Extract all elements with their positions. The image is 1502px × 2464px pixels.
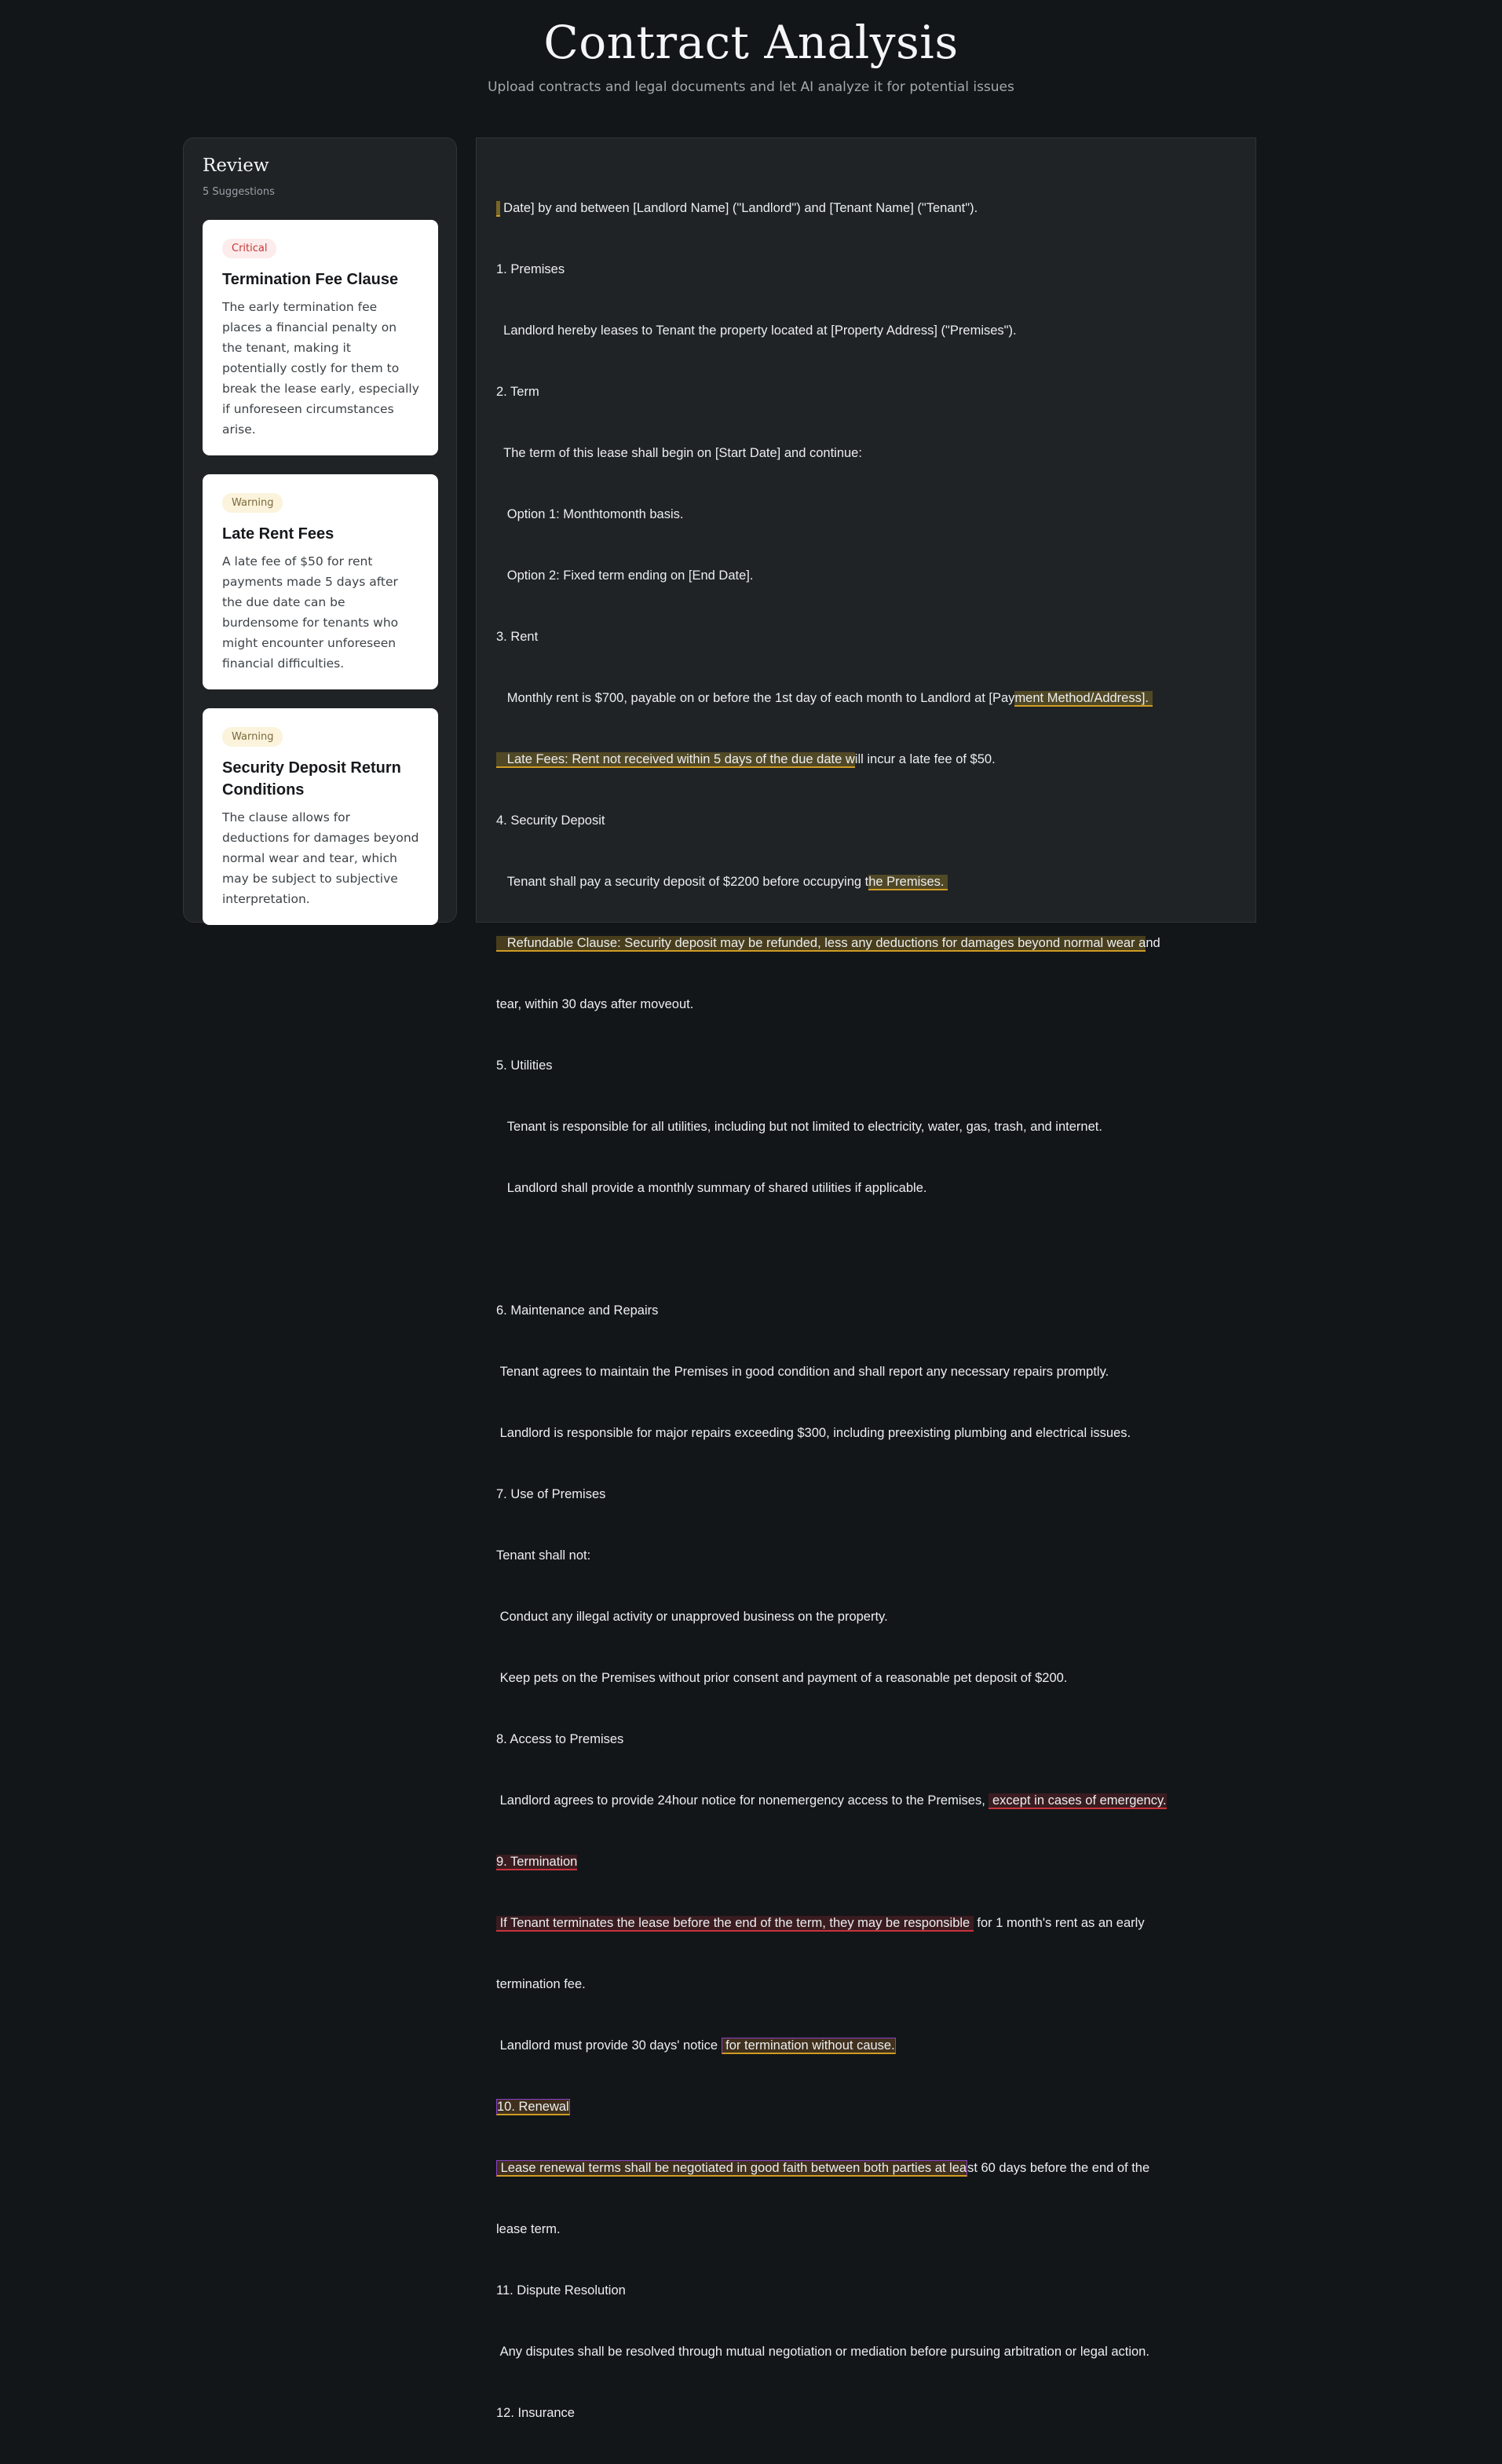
section-heading: 11. Dispute Resolution: [496, 2283, 626, 2298]
doc-line: Landlord is responsible for major repairs exceeding $300, including preexisting plumbing and electrical issues.: [496, 1426, 1131, 1440]
suggestion-body: The clause allows for deductions for damages beyond normal wear and tear, which may be subject to subjective interpretation.: [222, 810, 419, 906]
doc-text-span: Monthly rent is $700, payable on or before the 1st day of each month to Landlord at [Pay: [496, 691, 1015, 705]
page-title: Contract Analysis: [543, 16, 959, 69]
suggestion-card-security-deposit[interactable]: [203, 708, 438, 925]
doc-line: [496, 1913, 1234, 1933]
highlight-critical[interactable]: If Tenant terminates the lease before the end of the term, they may be responsible: [496, 1916, 974, 1930]
doc-line: [496, 933, 1234, 953]
highlight-warning[interactable]: ment Method/Address].: [1014, 691, 1153, 705]
suggestion-title: Late Rent Fees: [222, 525, 334, 543]
highlight-warning[interactable]: Refundable Clause: Security deposit may be refunded, less any deductions for damages beyond normal wear a: [496, 936, 1146, 950]
severity-badge: Warning: [222, 727, 283, 747]
suggestion-count: 5 Suggestions: [203, 186, 275, 198]
suggestion-body: A late fee of $50 for rent payments made 5 days after the due date can be burdensome for tenants who might encounter unforeseen financial difficulties.: [222, 554, 399, 671]
doc-line: [496, 2158, 1234, 2178]
suggestion-title: Termination Fee Clause: [222, 271, 399, 288]
doc-line: [496, 872, 1234, 892]
doc-line: Landlord hereby leases to Tenant the property located at [Property Address] ("Premises").: [496, 324, 1017, 338]
section-heading: 8. Access to Premises: [496, 1732, 624, 1746]
section-heading: 4. Security Deposit: [496, 813, 605, 828]
doc-line: termination fee.: [496, 1977, 586, 1991]
section-heading: 1. Premises: [496, 262, 565, 276]
severity-badge: Warning: [222, 493, 283, 513]
review-title: Review: [203, 155, 269, 176]
doc-line: Option 1: Monthtomonth basis.: [496, 507, 684, 521]
section-heading: 2. Term: [496, 385, 539, 399]
page-subtitle: Upload contracts and legal documents and let AI analyze it for potential issues: [488, 79, 1014, 95]
doc-line: [496, 749, 1234, 770]
highlight-critical[interactable]: 9. Termination: [496, 1855, 578, 1869]
section-heading: 12. Insurance: [496, 2406, 575, 2420]
highlight-warning[interactable]: he Premises.: [868, 875, 948, 889]
section-heading: 5. Utilities: [496, 1058, 553, 1073]
doc-line: Option 2: Fixed term ending on [End Date].: [496, 568, 754, 583]
highlight-renewal[interactable]: for termination without cause.: [722, 2038, 895, 2053]
highlight-renewal[interactable]: Lease renewal terms shall be negotiated in good faith between both parties at lea: [497, 2161, 967, 2175]
doc-line: [496, 2097, 1234, 2117]
doc-line: Conduct any illegal activity or unapproved business on the property.: [496, 1610, 888, 1624]
doc-line: Any disputes shall be resolved through mutual negotiation or mediation before pursuing arbitration or legal action.: [496, 2345, 1149, 2359]
doc-text-span: ill incur a late fee of $50.: [854, 752, 996, 766]
section-heading: 3. Rent: [496, 630, 539, 644]
doc-line: tear, within 30 days after moveout.: [496, 997, 694, 1011]
doc-line: Keep pets on the Premises without prior consent and payment of a reasonable pet deposit of $200.: [496, 1671, 1068, 1685]
doc-line: The term of this lease shall begin on [Start Date] and continue:: [496, 446, 862, 460]
doc-text-span: Landlord must provide 30 days' notice: [496, 2038, 722, 2053]
doc-line: [496, 1852, 1234, 1872]
doc-line: Tenant shall not:: [496, 1548, 591, 1563]
doc-text-span: Landlord agrees to provide 24hour notice for nonemergency access to the Premises,: [496, 1793, 989, 1808]
suggestion-body: The early termination fee places a financial penalty on the tenant, making it potentially costly for them to break the lease early, especially if unforeseen circumstances arise.: [222, 300, 419, 437]
doc-line: lease term.: [496, 2222, 561, 2236]
doc-line: [496, 1790, 1234, 1811]
doc-text-span: for 1 month's rent as an early: [973, 1916, 1145, 1930]
suggestion-card-late-rent-fees[interactable]: [203, 474, 438, 689]
doc-line: Tenant is responsible for all utilities, including but not limited to electricity, water, gas, trash, and internet.: [496, 1120, 1102, 1134]
highlight-renewal[interactable]: 10. Renewal: [497, 2100, 569, 2114]
doc-line: Landlord shall provide a monthly summary of shared utilities if applicable.: [496, 1181, 927, 1195]
document-panel[interactable]: [476, 137, 1256, 2420]
doc-line: [496, 198, 1234, 218]
review-panel: [183, 137, 457, 923]
doc-text-span: Tenant shall pay a security deposit of $2200 before occupying t: [496, 875, 869, 889]
suggestion-title: Security Deposit Return Conditions: [222, 759, 401, 799]
blank-line: [496, 1239, 1234, 1259]
doc-text-span: Date] by and between [Landlord Name] ("Landlord") and [Tenant Name] ("Tenant").: [499, 201, 978, 215]
severity-badge: Critical: [222, 239, 276, 258]
section-heading: 6. Maintenance and Repairs: [496, 1303, 659, 1318]
doc-text-span: nd: [1146, 936, 1160, 950]
doc-line: Tenant agrees to maintain the Premises in good condition and shall report any necessary repairs promptly.: [496, 1365, 1109, 1379]
doc-line: [496, 688, 1234, 708]
document-text[interactable]: [496, 157, 1234, 2464]
doc-line: [496, 2035, 1234, 2056]
section-heading: 7. Use of Premises: [496, 1487, 606, 1501]
highlight-critical[interactable]: except in cases of emergency.: [989, 1793, 1167, 1808]
doc-text-span: st 60 days before the end of the: [967, 2161, 1150, 2175]
suggestion-card-termination-fee[interactable]: [203, 220, 438, 455]
highlight-warning[interactable]: Late Fees: Rent not received within 5 days of the due date w: [496, 752, 855, 766]
